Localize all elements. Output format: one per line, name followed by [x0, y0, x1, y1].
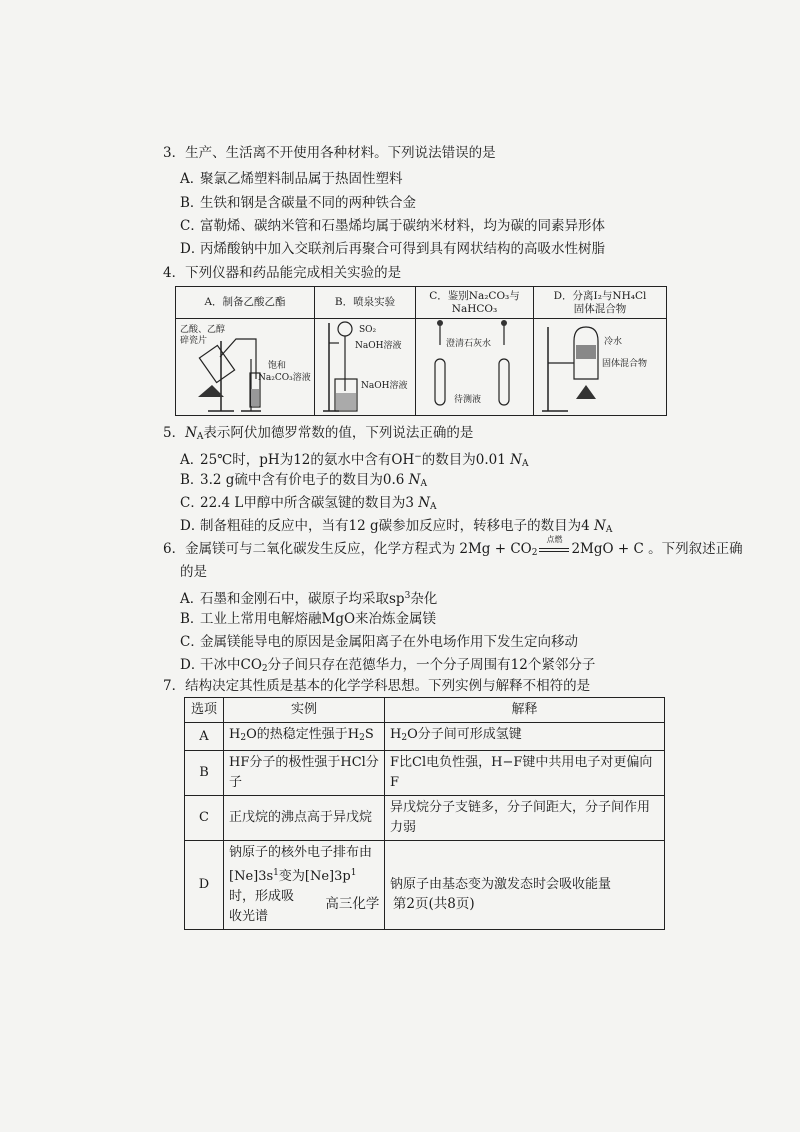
question-6-stem-line2: 的是 — [180, 564, 207, 580]
table-header-row — [185, 698, 665, 723]
table-header: 实例 — [224, 698, 385, 723]
apparatus-title-line: 固体混合物 — [573, 303, 627, 315]
table-header: 解释 — [385, 698, 665, 723]
sublimation-apparatus-figure — [534, 319, 666, 415]
example-line: 钠原子的核外电子排布由 — [229, 845, 373, 860]
apparatus-cell-a — [176, 287, 315, 415]
example-cell: $H_2O$的热稳定性强于$H_2S$ — [224, 723, 385, 751]
apparatus-label: Na₂CO₃溶液 — [258, 373, 311, 383]
question-5-option-c: C．22.4 L甲醇中所含碳氢键的数目为3 $N_A$ — [180, 495, 437, 512]
apparatus-table — [175, 286, 667, 416]
apparatus-cell-b — [315, 287, 416, 415]
question-3-option-d: D．丙烯酸钠中加入交联剂后再聚合可得到具有网状结构的高吸水性树脂 — [180, 241, 605, 257]
apparatus-title-line: D．分离I₂与NH₄Cl — [553, 290, 647, 302]
table-header: 选项 — [185, 698, 224, 723]
question-6-option-b: B．工业上常用电解熔融MgO来冶炼金属镁 — [180, 611, 437, 627]
esterification-apparatus-figure — [176, 319, 314, 415]
example-cell: HF分子的极性强于HCl分子 — [224, 751, 385, 796]
question-5-option-d: D．制备粗硅的反应中，当有12 g碳参加反应时，转移电子的数目为4 $N_A$ — [180, 518, 613, 535]
question-3-option-a: A．聚氯乙烯塑料制品属于热固性塑料 — [180, 171, 403, 187]
example-cell — [224, 841, 385, 930]
apparatus-label: 固体混合物 — [602, 359, 648, 369]
apparatus-label: 冷水 — [604, 337, 623, 347]
apparatus-label: NaOH溶液 — [361, 381, 408, 391]
option-cell: B — [185, 751, 224, 796]
question-3-option-c: C．富勒烯、碳纳米管和石墨烯均属于碳纳米材料，均为碳的同素异形体 — [180, 218, 605, 234]
apparatus-cell-c — [416, 287, 534, 415]
question-5-option-b: B．3.2 g硫中含有价电子的数目为0.6 $N_A$ — [180, 472, 427, 489]
question-6-option-a: A．石墨和金刚石中，碳原子均采取$sp^3$杂化 — [180, 591, 438, 607]
apparatus-title — [534, 287, 666, 319]
page-footer: 高三化学 第2页(共8页) — [325, 896, 475, 912]
question-3-stem: 3．生产、生活离不开使用各种材料。下列说法错误的是 — [163, 145, 496, 161]
example-line: 收光谱 — [229, 909, 269, 924]
apparatus-cell-d — [534, 287, 666, 415]
option-cell: D — [185, 841, 224, 930]
table-row — [185, 841, 665, 930]
option-cell: A — [185, 723, 224, 751]
example-line: $[Ne]3s^1$变为$[Ne]3p^1$时，形成吸 — [229, 868, 357, 904]
apparatus-label: 碎瓷片 — [180, 336, 208, 346]
reaction-arrow — [537, 535, 571, 558]
explanation-cell: F比Cl电负性强，H−F键中共用电子对更偏向F — [385, 751, 665, 796]
explanation-cell: $H_2O$分子间可形成氢键 — [385, 723, 665, 751]
question-6-stem: 6．金属镁可与二氧化碳发生反应，化学方程式为 $2Mg + CO_2$ 点燃 2MgO + C 。下列叙述正确 — [163, 540, 743, 562]
apparatus-title: A．制备乙酸乙酯 — [176, 287, 314, 319]
question-7-stem: 7．结构决定其性质是基本的化学学科思想。下列实例与解释不相符的是 — [163, 678, 591, 694]
table-row — [185, 723, 665, 751]
apparatus-title-line: C．鉴别Na₂CO₃与 — [429, 290, 520, 302]
question-5-option-a: A．25℃时，pH为12的氨水中含有OH−的数目为0.01 $N_A$ — [180, 452, 529, 469]
example-cell: 正戊烷的沸点高于异戊烷 — [224, 796, 385, 841]
question-4-stem: 4．下列仪器和药品能完成相关实验的是 — [163, 265, 402, 281]
apparatus-label: 饱和 — [268, 361, 287, 371]
apparatus-label: 乙酸、乙醇 — [180, 325, 226, 335]
question-3-option-b: B．生铁和钢是含碳量不同的两种铁合金 — [180, 195, 416, 211]
apparatus-label: NaOH溶液 — [355, 341, 402, 351]
reaction-condition: 点燃 — [546, 535, 563, 544]
apparatus-title-line: NaHCO₃ — [451, 303, 498, 315]
apparatus-title — [416, 287, 533, 319]
apparatus-label: 澄清石灰水 — [446, 339, 492, 349]
question-5-stem: 5．$N_A$表示阿伏加德罗常数的值，下列说法正确的是 — [163, 425, 474, 442]
explanation-cell: 钠原子由基态变为激发态时会吸收能量 — [385, 841, 665, 930]
table-row — [185, 751, 665, 796]
question-6-option-c: C．金属镁能导电的原因是金属阳离子在外电场作用下发生定向移动 — [180, 634, 578, 650]
apparatus-label: SO₂ — [359, 325, 377, 335]
explanation-cell: 异戊烷分子支链多，分子间距大，分子间作用力弱 — [385, 796, 665, 841]
apparatus-label: 待测液 — [454, 395, 482, 405]
question-6-option-d: D．干冰中$CO_2$分子间只存在范德华力，一个分子周围有12个紧邻分子 — [180, 657, 596, 674]
apparatus-title: B．喷泉实验 — [315, 287, 415, 319]
table-row — [185, 796, 665, 841]
option-cell: C — [185, 796, 224, 841]
fountain-apparatus-figure — [315, 319, 415, 415]
carbonate-test-figure — [416, 319, 533, 415]
